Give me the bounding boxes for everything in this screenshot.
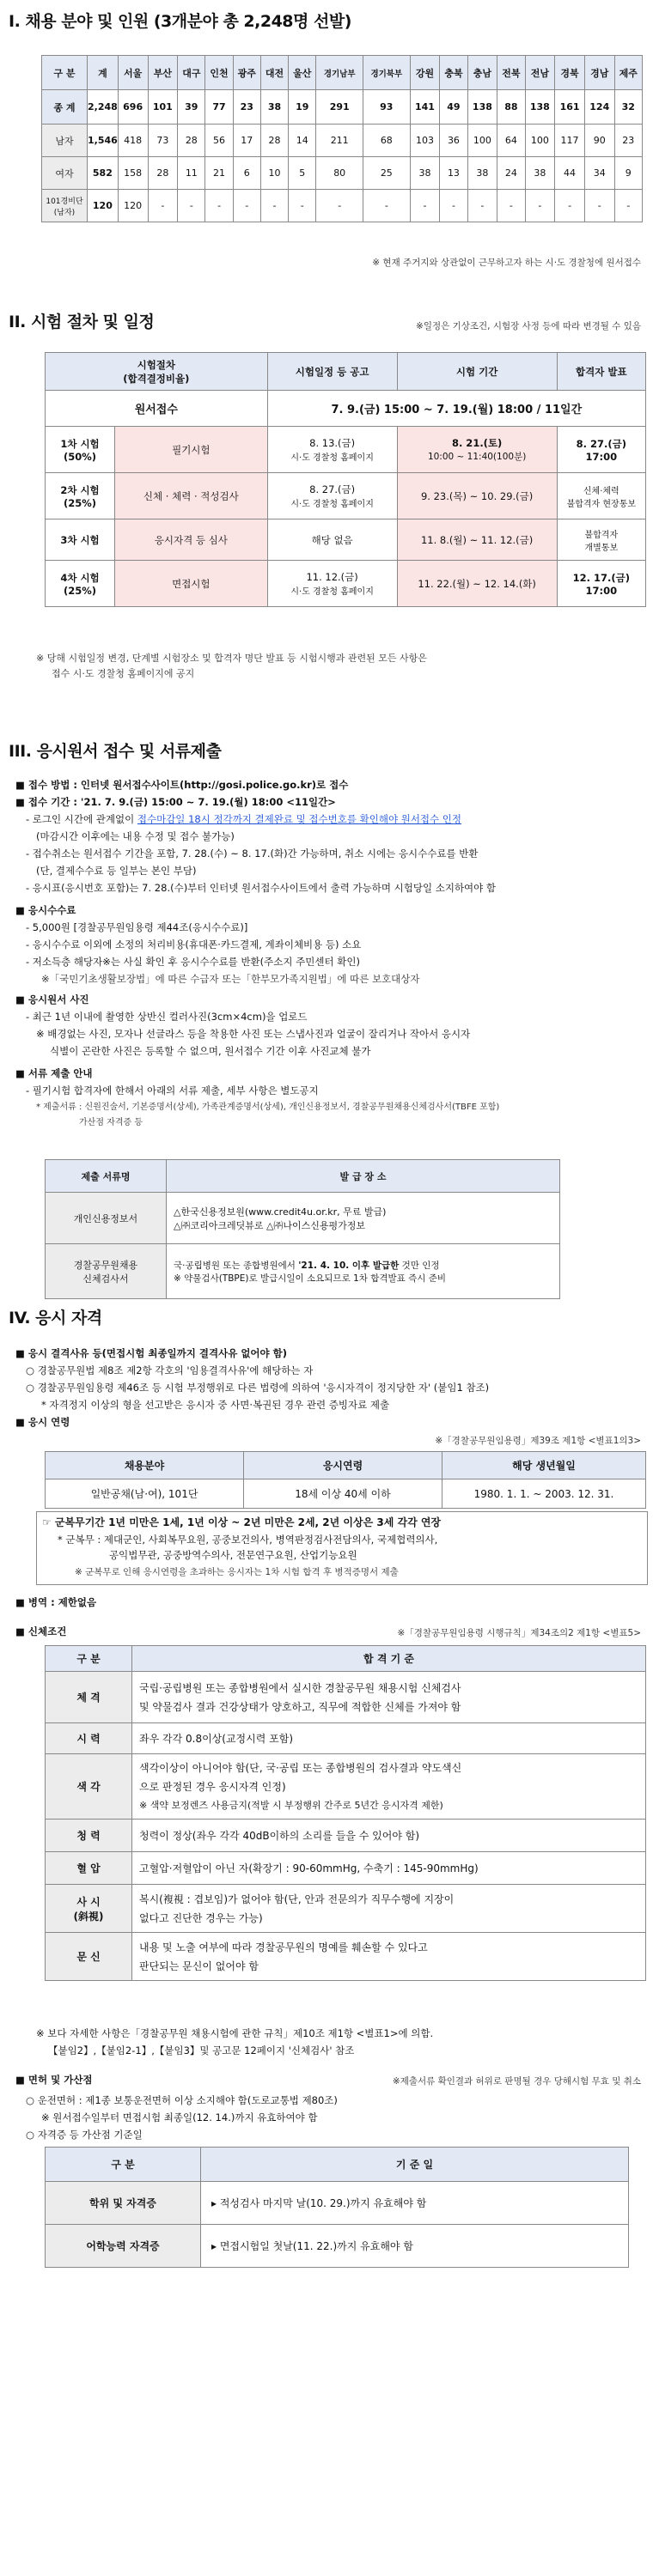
- section-exam-schedule: [0, 309, 653, 679]
- recruitment-row-label: 여자: [42, 157, 88, 190]
- recruitment-cell: 17: [233, 125, 260, 157]
- stage-name: 4차 시험: [60, 571, 100, 584]
- result-date: 12. 17.(금): [572, 571, 630, 584]
- photo-warning: ※ 배경없는 사진, 모자나 선글라스 등을 착용한 사진 또는 스냅사진과 얼굴이 잘리거나 작아서 응시자: [36, 1028, 471, 1040]
- schedule-header-notice: 시험일정 등 공고: [267, 353, 397, 391]
- body-criteria: [132, 1672, 646, 1723]
- military-def-1: * 군복무 : 제대군인, 사회복무요원, 공중보건의사, 병역판정검사전담의사, 국제협력의사,: [58, 1534, 438, 1546]
- stage-ratio: (50%): [63, 450, 97, 463]
- recruitment-row: [42, 125, 643, 157]
- recruitment-cell: 39: [178, 90, 205, 125]
- result-time: 17:00: [585, 584, 618, 597]
- period-cell: 11. 22.(월) ~ 12. 14.(화): [397, 561, 557, 607]
- age-range: 18세 이상 40세 이하: [244, 1479, 442, 1509]
- body-criteria-line: ※ 색약 보정렌즈 사용금지(적발 시 부정행위 간주로 5년간 응시자격 제한): [139, 1799, 443, 1811]
- recruitment-cell: 117: [555, 125, 585, 157]
- result-cell: [557, 473, 645, 519]
- recruitment-header-cell: 부산: [148, 56, 178, 90]
- recruitment-cell: 10: [260, 157, 288, 190]
- recruitment-cell: 34: [584, 157, 614, 190]
- section-4-heading: [9, 1305, 653, 1328]
- photo-warning-2: 식별이 곤란한 사진은 등록할 수 없으며, 원서접수 기간 이후 사진교체 불가: [50, 1045, 371, 1057]
- notice-date: 8. 13.(금): [309, 437, 356, 449]
- recruitment-header-cell: 전남: [525, 56, 555, 90]
- body-criteria: 좌우 각각 0.8이상(교정시력 포함): [132, 1723, 646, 1754]
- recruitment-cell: -: [289, 190, 316, 222]
- body-criteria: 청력이 정상(좌우 각각 40dB이하의 소리를 들을 수 있어야 함): [132, 1820, 646, 1852]
- notice-cell: [267, 473, 397, 519]
- period-cell: 9. 23.(목) ~ 10. 29.(금): [397, 473, 557, 519]
- body-criteria-line: 판단되는 문신이 없어야 함: [139, 1959, 259, 1972]
- recruitment-cell: 38: [467, 157, 497, 190]
- bullet-icon: ▸: [211, 2240, 220, 2252]
- military-box: [36, 1511, 648, 1585]
- document-row: [46, 1193, 560, 1244]
- schedule-header-stage: [46, 353, 268, 391]
- result-time: 17:00: [585, 450, 618, 463]
- recruitment-cell: 23: [233, 90, 260, 125]
- recruitment-cell: 90: [584, 125, 614, 157]
- section-1-subtitle: (3개분야 총 2,248명 선발): [153, 12, 351, 31]
- license-rule: ○ 운전면허 : 제1종 보통운전면허 이상 소지해야 함(도로교통법 제80조): [26, 2094, 338, 2106]
- recruitment-cell: 19: [289, 90, 316, 125]
- body-criteria-line: 으로 판정된 경우 응시자격 인정): [139, 1780, 286, 1793]
- recruitment-header-cell: 계: [88, 56, 119, 90]
- document-list: * 제출서류 : 신원진술서, 기본증명서(상세), 가족관계증명서(상세), 개인신용정보서, 경찰공무원채용신체검사서(TBFE 포함): [36, 1103, 500, 1112]
- recruitment-cell: 101: [148, 90, 178, 125]
- bonus-date-text: 적성검사 마지막 날(10. 29.)까지 유효해야 함: [219, 2197, 427, 2209]
- period-cell: 11. 8.(월) ~ 11. 12.(금): [397, 519, 557, 561]
- age-birth: 1980. 1. 1. ~ 2003. 12. 31.: [442, 1479, 646, 1509]
- body-category: 체 격: [46, 1672, 132, 1723]
- recruitment-cell: 49: [440, 90, 467, 125]
- recruitment-cell: 28: [260, 125, 288, 157]
- recruitment-row: [42, 90, 643, 125]
- recruitment-cell: 103: [410, 125, 440, 157]
- bonus-date: [201, 2225, 629, 2268]
- recruitment-header-cell: 경북: [555, 56, 585, 90]
- disqualification-1: ○ 경찰공무원법 제8조 제2항 각호의 '임용결격사유'에 해당하는 자: [26, 1364, 314, 1376]
- recruitment-row: [42, 157, 643, 190]
- recruitment-cell: 100: [467, 125, 497, 157]
- document-name: [46, 1244, 167, 1299]
- result-date: 8. 27.(금): [576, 437, 626, 450]
- recruitment-cell: 56: [205, 125, 233, 157]
- age-row: [46, 1479, 646, 1509]
- body-reference: ※「경찰공무원임용령 시행규칙」제34조의2 제1항 <별표5>: [397, 1628, 641, 1638]
- military-note: ※ 군복무로 인해 응시연령을 초과하는 응시자는 1차 시험 합격 후 병적증명서 제출: [75, 1567, 399, 1577]
- document-place-line-2: △㈜코리아크레딧뷰로 △㈜나이스신용평가정보: [174, 1219, 366, 1231]
- recruitment-cell: -: [497, 190, 525, 222]
- body-category: [46, 1885, 132, 1933]
- recruitment-cell: -: [205, 190, 233, 222]
- recruitment-cell: 36: [440, 125, 467, 157]
- recruitment-cell: 2,248: [88, 90, 119, 125]
- recruitment-header-cell: 광주: [233, 56, 260, 90]
- notice-place: 시·도 경찰청 홈페이지: [290, 587, 374, 597]
- military-def-2: 공익법무관, 공중방역수의사, 전문연구요원, 산업기능요원: [109, 1549, 357, 1561]
- recruitment-cell: 141: [410, 90, 440, 125]
- recruitment-cell: 5: [289, 157, 316, 190]
- recruitment-cell: 28: [148, 157, 178, 190]
- section-2-side-note: ※일정은 기상조건, 시험장 사정 등에 따라 변경될 수 있음: [416, 321, 641, 331]
- recruitment-row-label: 남자: [42, 125, 88, 157]
- disqualification-note: * 자격정지 이상의 형을 선고받은 응시자 중 사면·복권된 경우 관련 증빙자료 제출: [41, 1399, 390, 1411]
- stage-type: 신체 · 체력 · 적성검사: [115, 473, 268, 519]
- age-table: [45, 1451, 646, 1509]
- recruitment-header-cell: 구 분: [42, 56, 88, 90]
- body-table: [45, 1645, 646, 1981]
- body-row: [46, 1885, 646, 1933]
- recruitment-cell: 38: [410, 157, 440, 190]
- body-criteria: [132, 1933, 646, 1981]
- recruitment-cell: 211: [316, 125, 363, 157]
- bonus-header-date: 기 준 일: [201, 2148, 629, 2182]
- recruitment-cell: -: [410, 190, 440, 222]
- recruitment-header-cell: 충남: [467, 56, 497, 90]
- document-name: 개인신용정보서: [46, 1193, 167, 1244]
- bonus-date-text: 면접시험일 첫날(11. 22.)까지 유효해야 함: [219, 2240, 413, 2252]
- period-cell: [397, 427, 557, 473]
- recruitment-cell: 88: [497, 90, 525, 125]
- recruitment-cell: 64: [497, 125, 525, 157]
- recruitment-cell: 38: [525, 157, 555, 190]
- section-recruitment-fields: [0, 9, 653, 268]
- recruitment-header-cell: 울산: [289, 56, 316, 90]
- fee-refund: - 저소득층 해당자※는 사실 확인 후 응시수수료를 반환(주소지 주민센터 확인): [26, 956, 360, 968]
- license-reference: ※제출서류 확인결과 허위로 판명될 경우 당해시험 무효 및 취소: [392, 2076, 641, 2087]
- recruitment-row: [42, 190, 643, 222]
- stage-ratio: (25%): [63, 496, 97, 509]
- recruitment-cell: -: [584, 190, 614, 222]
- login-note: [26, 811, 644, 828]
- body-criteria: [132, 1885, 646, 1933]
- stage-cell: [46, 473, 115, 519]
- body-row: [46, 1672, 646, 1723]
- schedule-header-stage-label: 시험절차: [137, 358, 176, 371]
- document-list-2: 가산점 자격증 등: [79, 1118, 143, 1127]
- age-header-age: 응시연령: [244, 1452, 442, 1479]
- body-criteria-line: 국립·공립병원 또는 종합병원에서 실시한 경찰공무원 채용시험 신체검사: [139, 1681, 461, 1694]
- recruitment-cell: 23: [614, 125, 642, 157]
- recruitment-header-cell: 경기남부: [316, 56, 363, 90]
- bonus-row: [46, 2182, 629, 2225]
- result-line-1: 신체·체력: [583, 486, 619, 496]
- disqualification-2: ○ 경찰공무원임용령 제46조 등 시험 부정행위로 다른 법령에 의하여 '응시자격이 정지당한 자' (붙임1 참조): [26, 1382, 490, 1394]
- body-row: [46, 1852, 646, 1885]
- section-3-number: III.: [9, 742, 32, 761]
- license-note: ※ 원서접수일부터 면접시험 최종일(12. 14.)까지 유효하여야 함: [41, 2111, 318, 2123]
- recruitment-cell: 291: [316, 90, 363, 125]
- section-1-title: 채용 분야 및 인원: [25, 12, 149, 31]
- recruitment-table: [41, 55, 643, 222]
- recruitment-cell: 9: [614, 157, 642, 190]
- body-category: 시 력: [46, 1723, 132, 1754]
- bonus-header-category: 구 분: [46, 2148, 201, 2182]
- recruitment-row-label: 종 계: [42, 90, 88, 125]
- notice-place: 시·도 경찰청 홈페이지: [290, 453, 374, 463]
- document-row: [46, 1244, 560, 1299]
- login-note-text: - 로그인 시간에 관계없이: [26, 813, 135, 825]
- age-field: 일반공채(남·여), 101단: [46, 1479, 244, 1509]
- period-time: 10:00 ~ 11:40(100분): [427, 452, 527, 462]
- body-category: 혈 압: [46, 1852, 132, 1885]
- schedule-row: [46, 427, 646, 473]
- body-category: 문 신: [46, 1933, 132, 1981]
- section-2-number: II.: [9, 313, 26, 331]
- section-2-note-line2: 접수 시·도 경찰청 홈페이지에 공지: [52, 668, 195, 679]
- exam-place-text: 국·공립병원 또는 종합병원에서: [174, 1260, 299, 1271]
- body-footnote-1: ※ 보다 자세한 사항은「경찰공무원 채용시험에 관한 규칙」제10조 제1항 <별표1>에 의함.: [36, 2027, 434, 2039]
- recruitment-cell: -: [260, 190, 288, 222]
- cancel-note: - 접수취소는 원서접수 기간을 포함, 7. 28.(수) ~ 8. 17.(화)간 가능하며, 취소 시에는 응시수수료를 반환: [26, 848, 479, 860]
- exam-date-highlight: '21. 4. 10. 이후 발급한: [298, 1260, 400, 1271]
- result-line-2: 불합격자 현장통보: [566, 499, 637, 509]
- result-line-2: 개별통보: [584, 543, 619, 553]
- body-criteria-line: 내용 및 노출 여부에 따라 경찰공무원의 명예를 훼손할 수 있다고: [139, 1941, 428, 1953]
- bonus-category: 학위 및 자격증: [46, 2182, 201, 2225]
- recruitment-header-cell: 강원: [410, 56, 440, 90]
- receipt-value: 7. 9.(금) 15:00 ~ 7. 19.(월) 18:00 / 11일간: [267, 391, 645, 427]
- stage-type: 필기시험: [115, 427, 268, 473]
- document-rule: - 필기시험 합격자에 한해서 아래의 서류 제출, 세부 사항은 별도공지: [26, 1084, 319, 1097]
- body-header-criteria: 합 격 기 준: [132, 1646, 646, 1672]
- stage-ratio: (25%): [63, 584, 97, 597]
- document-header-place: 발 급 장 소: [167, 1160, 560, 1193]
- section-2-note-line1: ※ 당해 시험일정 변경, 단계별 시험장소 및 합격자 명단 발표 등 시험시행과 관련된 모든 사항은: [36, 653, 427, 664]
- section-2-title: 시험 절차 및 일정: [30, 313, 155, 331]
- section-4-title: 응시 자격: [35, 1309, 102, 1327]
- body-criteria-line: 없다고 진단한 경우는 가능): [139, 1911, 263, 1924]
- document-place-line-2: ※ 약물검사(TBPE)로 발급시일이 소요되므로 1차 합격발표 즉시 준비: [174, 1273, 447, 1284]
- document-name-line-2: 신체검사서: [82, 1273, 129, 1285]
- stage-cell: [46, 561, 115, 607]
- recruitment-cell: -: [525, 190, 555, 222]
- body-row: [46, 1723, 646, 1754]
- recruitment-header-cell: 대전: [260, 56, 288, 90]
- photo-rule: - 최근 1년 이내에 촬영한 상반신 컬러사진(3cm×4cm)을 업로드: [26, 1011, 308, 1023]
- recruitment-cell: 93: [363, 90, 411, 125]
- recruitment-cell: 13: [440, 157, 467, 190]
- schedule-header-stage-ratio: (합격결정비율): [123, 372, 190, 385]
- document-name-line-1: 경찰공무원채용: [73, 1259, 138, 1271]
- document-header-name: 제출 서류명: [46, 1160, 167, 1193]
- result-cell: [557, 519, 645, 561]
- recruitment-cell: -: [555, 190, 585, 222]
- notice-place: 시·도 경찰청 홈페이지: [290, 500, 374, 509]
- cancel-fee-note: (단, 결제수수료 등 일부는 본인 부담): [36, 865, 197, 877]
- recruitment-cell: 696: [118, 90, 148, 125]
- ticket-note: - 응시표(응시번호 포함)는 7. 28.(수)부터 인터넷 원서접수사이트에서 출력 가능하며 시험당일 소지하여야 함: [26, 882, 497, 894]
- body-row: [46, 1933, 646, 1981]
- recruitment-header-cell: 전북: [497, 56, 525, 90]
- recruitment-cell: -: [233, 190, 260, 222]
- license-heading: ■ 면허 및 가산점: [15, 2071, 644, 2088]
- body-criteria-line: 복시(複視 : 겹보임)가 없어야 함(단, 안과 전문의가 직무수행에 지장이: [139, 1893, 455, 1905]
- recruitment-cell: 28: [178, 125, 205, 157]
- section-3-title: 응시원서 접수 및 서류제출: [36, 742, 222, 761]
- recruitment-cell: 161: [555, 90, 585, 125]
- recruitment-header-cell: 인천: [205, 56, 233, 90]
- recruitment-cell: 21: [205, 157, 233, 190]
- recruitment-cell: 120: [118, 190, 148, 222]
- bonus-date: [201, 2182, 629, 2225]
- section-3-heading: [9, 738, 653, 762]
- age-header-field: 채용분야: [46, 1452, 244, 1479]
- recruitment-cell: 11: [178, 157, 205, 190]
- document-place: [167, 1244, 560, 1299]
- recruitment-cell: 80: [316, 157, 363, 190]
- military-extension: ☞ 군복무기간 1년 미만은 1세, 1년 이상 ~ 2년 미만은 2세, 2년 이상은 3세 각각 연장: [42, 1516, 442, 1528]
- bullet-icon: ▸: [211, 2197, 220, 2209]
- age-reference: ※「경찰공무원임용령」제39조 제1항 <별표1의3>: [435, 1436, 641, 1446]
- body-criteria-line: 및 약물검사 결과 건강상태가 양호하고, 직무에 적합한 신체를 가져야 함: [139, 1700, 461, 1713]
- stage-type: 응시자격 등 심사: [115, 519, 268, 561]
- schedule-row: [46, 561, 646, 607]
- document-place-line-1: △한국신용정보원(www.credit4u.or.kr, 무료 발급): [174, 1206, 387, 1218]
- bonus-category: 어학능력 자격증: [46, 2225, 201, 2268]
- schedule-header-period: 시험 기간: [397, 353, 557, 391]
- body-criteria: 고혈압·저혈압이 아닌 자(확장기 : 90-60mmHg, 수축기 : 145-90mmHg): [132, 1852, 646, 1885]
- recruitment-header-cell: 제주: [614, 56, 642, 90]
- recruitment-cell: 120: [88, 190, 119, 222]
- section-4-number: IV.: [9, 1309, 31, 1327]
- exam-place-suffix: 것만 인정: [399, 1260, 440, 1271]
- recruitment-header-cell: 경남: [584, 56, 614, 90]
- document-place-line-1: [174, 1259, 559, 1272]
- notice-cell: 해당 없음: [267, 519, 397, 561]
- result-cell: [557, 427, 645, 473]
- apply-period: ■ 접수 기간 : '21. 7. 9.(금) 15:00 ~ 7. 19.(월) 18:00 <11일간>: [15, 793, 644, 811]
- body-row: [46, 1754, 646, 1820]
- recruitment-header-cell: 서울: [118, 56, 148, 90]
- apply-method: ■ 접수 방법 : 인터넷 원서접수사이트(http://gosi.police.go.kr)로 접수: [15, 776, 644, 793]
- recruitment-header-cell: 대구: [178, 56, 205, 90]
- recruitment-cell: -: [148, 190, 178, 222]
- bonus-date-heading: ○ 자격증 등 가산점 기준일: [26, 2129, 143, 2141]
- recruitment-cell: 32: [614, 90, 642, 125]
- recruitment-row-label: 101경비단 (남자): [42, 190, 88, 222]
- section-qualifications: [0, 1305, 653, 2252]
- recruitment-header-cell: 경기북부: [363, 56, 411, 90]
- bonus-table: [45, 2147, 629, 2268]
- section-1-note: ※ 현재 주거지와 상관없이 근무하고자 하는 시·도 경찰청에 원서접수: [372, 258, 641, 268]
- disqualification-heading: ■ 응시 결격사유 등(면접시험 최종일까지 결격사유 없어야 함): [15, 1345, 644, 1362]
- recruitment-cell: 73: [148, 125, 178, 157]
- document-heading: ■ 서류 제출 안내: [15, 1065, 644, 1082]
- recruitment-cell: 1,546: [88, 125, 119, 157]
- schedule-row: [46, 519, 646, 561]
- recruitment-cell: 158: [118, 157, 148, 190]
- fee-heading: ■ 응시수수료: [15, 902, 644, 919]
- schedule-row: [46, 473, 646, 519]
- recruitment-cell: 68: [363, 125, 411, 157]
- period-date: 8. 21.(토): [451, 437, 503, 449]
- recruitment-cell: 138: [467, 90, 497, 125]
- section-1-heading: [9, 9, 653, 32]
- recruitment-cell: 38: [260, 90, 288, 125]
- fee-refund-note: ※「국민기초생활보장법」에 따른 수급자 또는「한부모가족지원법」에 따른 보호대상자: [41, 973, 420, 985]
- notice-date: 11. 12.(금): [306, 571, 358, 583]
- recruitment-cell: 582: [88, 157, 119, 190]
- recruitment-cell: 25: [363, 157, 411, 190]
- section-1-number: I.: [9, 12, 21, 31]
- bonus-row: [46, 2225, 629, 2268]
- section-application: [0, 738, 653, 1285]
- deadline-note: (마감시간 이후에는 내용 수정 및 접수 불가능): [36, 830, 235, 842]
- document-table: [45, 1159, 560, 1299]
- recruitment-cell: -: [467, 190, 497, 222]
- recruitment-cell: 44: [555, 157, 585, 190]
- fee-extra: - 응시수수료 이외에 소정의 처리비용(휴대폰·카드결제, 계좌이체비용 등) 소요: [26, 939, 362, 951]
- stage-type: 면접시험: [115, 561, 268, 607]
- stage-name: 3차 시험: [46, 519, 115, 561]
- notice-cell: [267, 561, 397, 607]
- recruitment-cell: -: [178, 190, 205, 222]
- fee-amount: - 5,000원 [경찰공무원임용령 제44조(응시수수료)]: [26, 921, 248, 933]
- recruitment-cell: -: [440, 190, 467, 222]
- result-cell: [557, 561, 645, 607]
- schedule-table: [45, 352, 646, 607]
- recruitment-cell: -: [614, 190, 642, 222]
- body-category-line-2: (斜視): [73, 1910, 104, 1923]
- recruitment-cell: 418: [118, 125, 148, 157]
- deadline-highlight: 접수마감일 18시 정각까지 결제완료 및 접수번호를 확인해야 원서접수 인정: [137, 813, 462, 825]
- notice-date: 8. 27.(금): [309, 483, 356, 495]
- body-category-line-1: 사 시: [76, 1895, 101, 1908]
- result-line-1: 불합격자: [584, 530, 619, 540]
- stage-cell: [46, 427, 115, 473]
- schedule-header-result: 합격자 발표: [557, 353, 645, 391]
- recruitment-cell: 24: [497, 157, 525, 190]
- age-heading: ■ 응시 연령: [15, 1413, 644, 1431]
- recruitment-cell: -: [363, 190, 411, 222]
- stage-name: 1차 시험: [60, 437, 100, 450]
- recruitment-cell: 6: [233, 157, 260, 190]
- recruitment-cell: -: [316, 190, 363, 222]
- notice-cell: [267, 427, 397, 473]
- body-row: [46, 1820, 646, 1852]
- age-header-birth: 해당 생년월일: [442, 1452, 646, 1479]
- recruitment-cell: 100: [525, 125, 555, 157]
- recruitment-cell: 138: [525, 90, 555, 125]
- receipt-label: 원서접수: [46, 391, 268, 427]
- body-footnote-2: 【붙임2】,【붙임2-1】,【붙임3】및 공고문 12페이지 '신체검사' 참조: [48, 2044, 355, 2057]
- stage-name: 2차 시험: [60, 483, 100, 496]
- recruitment-cell: 124: [584, 90, 614, 125]
- body-criteria: [132, 1754, 646, 1820]
- body-heading: ■ 신체조건: [15, 1623, 644, 1640]
- body-criteria-line: 색각이상이 아니어야 함(단, 국·공립 또는 종합병원의 검사결과 약도색신: [139, 1761, 462, 1774]
- body-category: 청 력: [46, 1820, 132, 1852]
- recruitment-header-cell: 충북: [440, 56, 467, 90]
- body-header-category: 구 분: [46, 1646, 132, 1672]
- army-condition: ■ 병역 : 제한없음: [15, 1594, 644, 1611]
- body-category: 색 각: [46, 1754, 132, 1820]
- recruitment-cell: 14: [289, 125, 316, 157]
- photo-heading: ■ 응시원서 사진: [15, 991, 644, 1008]
- document-place: [167, 1193, 560, 1244]
- recruitment-cell: 77: [205, 90, 233, 125]
